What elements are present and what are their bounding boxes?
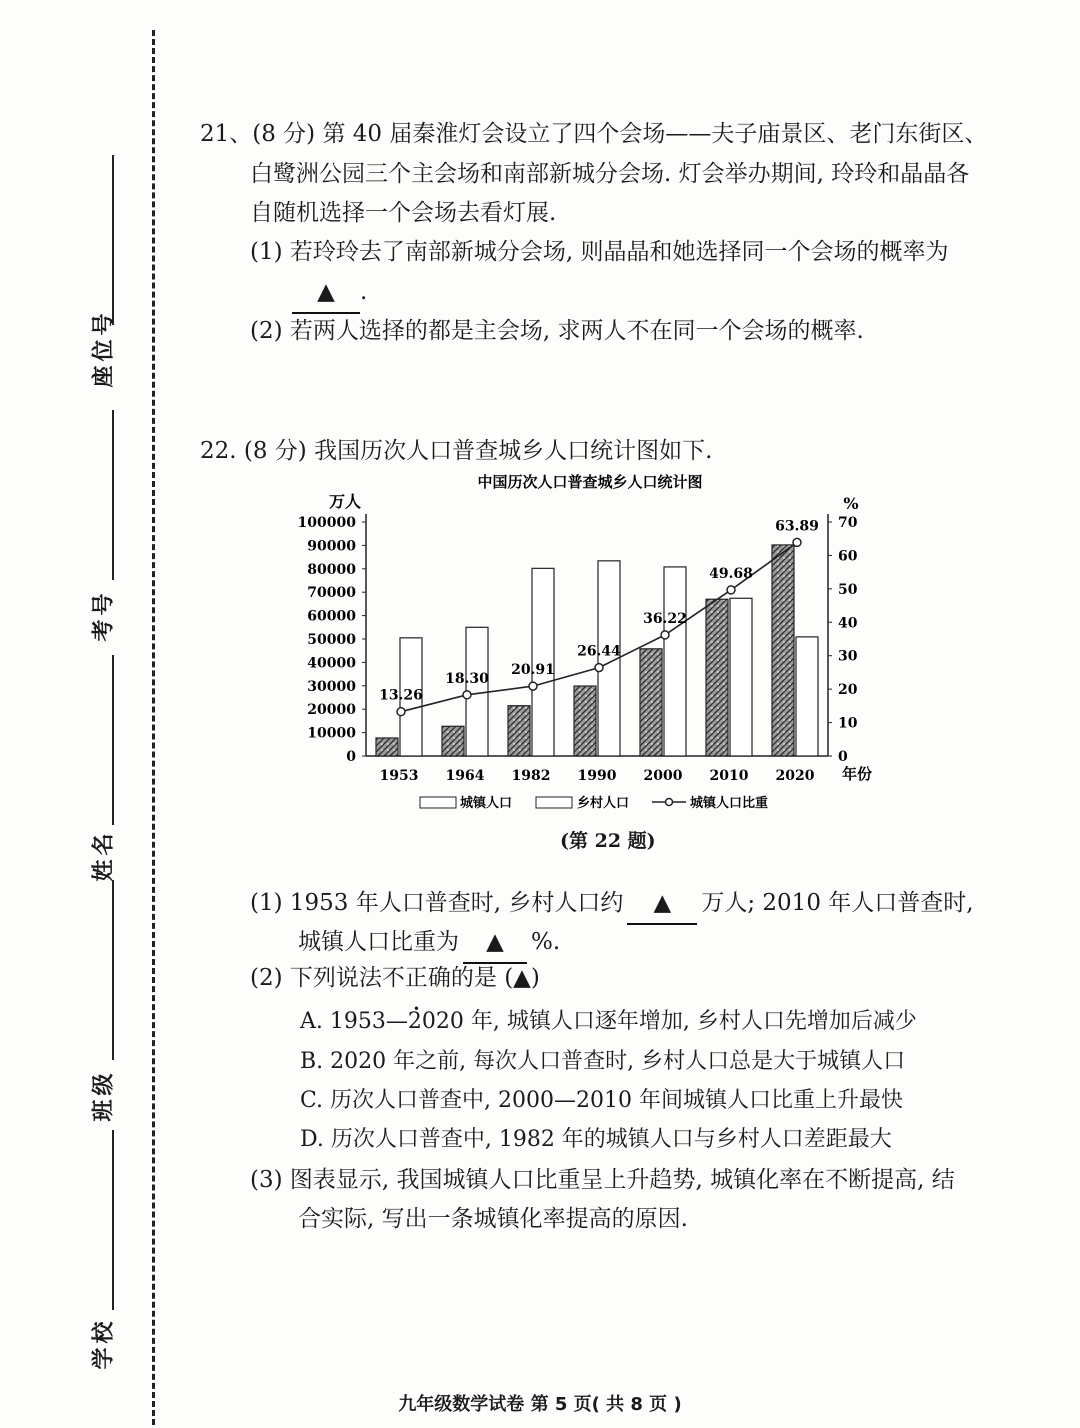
ratio-point-label: 63.89 xyxy=(775,518,819,535)
rural-bar xyxy=(796,637,818,756)
class-label: 班级 xyxy=(91,1069,117,1122)
y2-tick-label: 0 xyxy=(838,749,848,765)
q22-part2: (2) 下列说法不正确的是 (▲) xyxy=(250,965,540,991)
legend-ratio-label: 城镇人口比重 xyxy=(690,796,769,811)
school-rule xyxy=(112,1130,114,1310)
x-tick-label: 2020 xyxy=(775,768,815,784)
legend-rural-swatch xyxy=(536,797,572,808)
q21-part2: (2) 若两人选择的都是主会场, 求两人不在同一个会场的概率. xyxy=(250,318,864,344)
x-tick-label: 1953 xyxy=(379,768,419,784)
urban-bar xyxy=(706,599,728,756)
y2-tick-label: 30 xyxy=(838,648,858,665)
x-tick-label: 1982 xyxy=(511,768,551,784)
legend-rural-label: 乡村人口 xyxy=(577,796,630,811)
q22-part3-line1: (3) 图表显示, 我国城镇人口比重呈上升趋势, 城镇化率在不断提高, 结 xyxy=(250,1167,955,1193)
answer-blank-rural[interactable]: ▲ xyxy=(627,883,697,925)
y2-tick-label: 70 xyxy=(838,515,858,531)
y2-tick-label: 10 xyxy=(838,715,858,732)
rural-bar xyxy=(664,567,686,756)
y-tick-label: 80000 xyxy=(307,561,356,578)
q21-line1: 21、(8 分) 第 40 届秦淮灯会设立了四个会场——夫子庙景区、老门东街区、 xyxy=(200,121,988,147)
ratio-point xyxy=(727,586,735,594)
q22-part1-line2: 城镇人口比重为 ▲ %. xyxy=(298,922,560,964)
name-label: 姓名 xyxy=(91,829,117,882)
option-c[interactable]: C. 历次人口普查中, 2000—2010 年间城镇人口比重上升最快 xyxy=(300,1088,903,1113)
legend-urban-swatch xyxy=(420,797,456,808)
legend-ratio-marker xyxy=(666,799,673,806)
option-a[interactable]: A. 1953—2020 年, 城镇人口逐年增加, 乡村人口先增加后减少 xyxy=(300,1009,917,1034)
name-rule xyxy=(112,655,114,825)
q22-part1-line1: (1) 1953 年人口普查时, 乡村人口约 ▲ 万人; 2010 年人口普查时, xyxy=(250,883,974,925)
answer-blank[interactable]: ▲ xyxy=(292,272,360,314)
ratio-point-label: 13.26 xyxy=(379,687,423,704)
seat-label: 座位号 xyxy=(91,309,117,388)
answer-blank-ratio[interactable]: ▲ xyxy=(463,922,527,964)
y2-tick-label: 50 xyxy=(838,581,858,598)
urban-bar xyxy=(772,545,794,756)
q21-line2: 白鹭洲公园三个主会场和南部新城分会场. 灯会举办期间, 玲玲和晶晶各 xyxy=(250,161,970,187)
page-footer: 九年级数学试卷 第 5 页( 共 8 页 ) xyxy=(398,1394,682,1415)
ratio-point-label: 20.91 xyxy=(511,662,555,679)
q21-part1-answer: ▲ . xyxy=(292,272,367,314)
ratio-point xyxy=(463,691,471,699)
y-tick-label: 0 xyxy=(346,749,356,765)
legend-urban-label: 城镇人口 xyxy=(460,796,513,811)
class-rule xyxy=(112,880,114,1060)
y-tick-label: 90000 xyxy=(307,538,356,555)
ratio-point-label: 49.68 xyxy=(709,565,753,582)
y-tick-label: 70000 xyxy=(307,585,356,602)
y-tick-label: 100000 xyxy=(297,515,356,531)
y-tick-label: 50000 xyxy=(307,632,356,648)
population-chart xyxy=(290,466,880,826)
ratio-point xyxy=(529,682,537,690)
urban-bar xyxy=(376,738,398,756)
y2-tick-label: 60 xyxy=(838,548,858,565)
urban-bar xyxy=(574,686,596,756)
binding-dashed-line xyxy=(152,30,155,1425)
rural-bar xyxy=(730,598,752,756)
y2-axis-unit: % xyxy=(843,494,859,513)
figure-caption: (第 22 题) xyxy=(560,830,656,852)
urban-bar xyxy=(442,726,464,756)
emphasis-not-correct: 不正确 xyxy=(381,965,451,991)
ratio-point-label: 26.44 xyxy=(577,643,621,660)
ratio-point-label: 36.22 xyxy=(643,610,687,627)
q21-line3: 自随机选择一个会场去看灯展. xyxy=(250,200,557,226)
y-tick-label: 30000 xyxy=(307,678,356,695)
urban-bar xyxy=(508,706,530,756)
exam-no-rule xyxy=(112,410,114,580)
x-axis-label: 年份 xyxy=(841,765,873,783)
ratio-point-label: 18.30 xyxy=(445,670,489,687)
q21-part1: (1) 若玲玲去了南部新城分会场, 则晶晶和她选择同一个会场的概率为 xyxy=(250,239,949,265)
y2-tick-label: 40 xyxy=(838,615,858,632)
ratio-point xyxy=(397,708,405,716)
chart-legend xyxy=(420,795,768,811)
seat-rule xyxy=(112,155,114,325)
x-tick-label: 2000 xyxy=(643,768,683,784)
chart-title: 中国历次人口普查城乡人口统计图 xyxy=(477,473,703,491)
q22-intro: 22. (8 分) 我国历次人口普查城乡人口统计图如下. xyxy=(200,438,713,464)
y2-tick-label: 20 xyxy=(838,682,858,699)
ratio-point xyxy=(595,664,603,672)
y-tick-label: 20000 xyxy=(307,702,356,719)
x-tick-label: 2010 xyxy=(709,768,749,784)
school-label: 学校 xyxy=(91,1317,117,1370)
x-tick-label: 1990 xyxy=(577,768,617,784)
y-tick-label: 60000 xyxy=(307,608,356,625)
y-tick-label: 40000 xyxy=(307,655,356,672)
y-axis-unit: 万人 xyxy=(328,492,362,511)
urban-bar xyxy=(640,649,662,756)
option-d[interactable]: D. 历次人口普查中, 1982 年的城镇人口与乡村人口差距最大 xyxy=(300,1127,892,1152)
y-tick-label: 10000 xyxy=(307,725,356,742)
ratio-point xyxy=(793,538,801,546)
chart-plot-area xyxy=(298,514,858,784)
q22-part3-line2: 合实际, 写出一条城镇化率提高的原因. xyxy=(298,1206,688,1232)
x-tick-label: 1964 xyxy=(445,768,485,784)
option-b[interactable]: B. 2020 年之前, 每次人口普查时, 乡村人口总是大于城镇人口 xyxy=(300,1049,906,1074)
exam-no-label: 考号 xyxy=(91,589,117,642)
ratio-point xyxy=(661,631,669,639)
